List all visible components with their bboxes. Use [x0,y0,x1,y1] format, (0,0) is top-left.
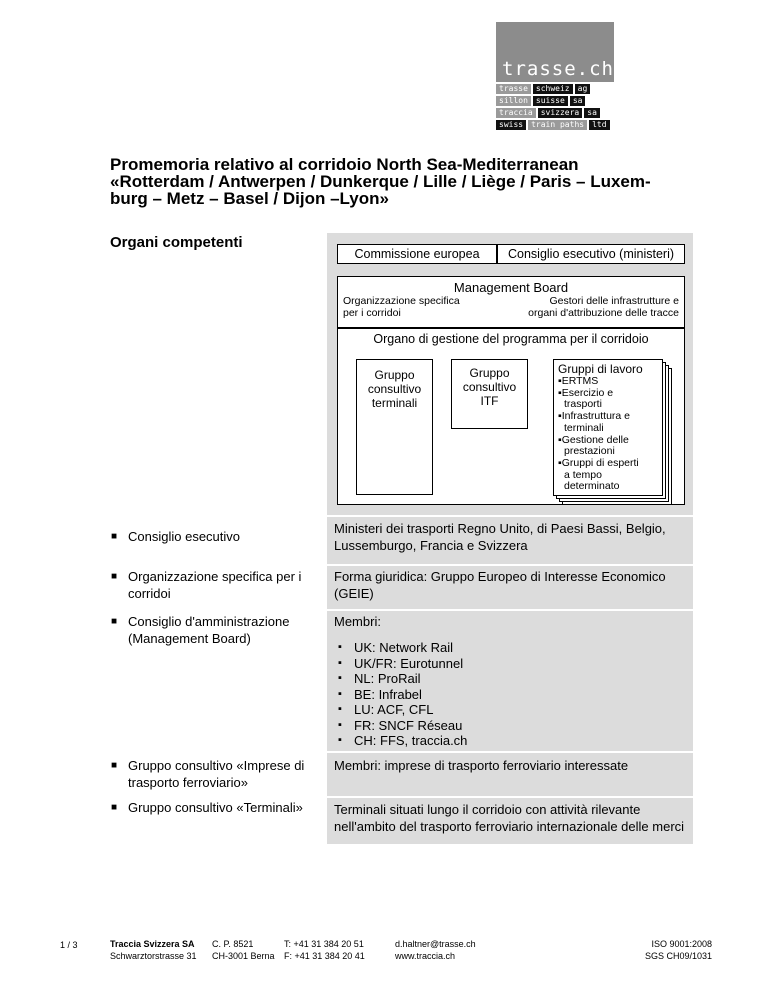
board-left-line: per i corridoi [343,307,401,319]
value-line: (GEIE) [334,586,374,601]
logo-row [496,96,614,106]
label-line: Gruppo consultivo «Terminali» [128,800,303,815]
bullet-icon: ■ [111,760,118,771]
label-line: Gruppo [374,368,415,382]
workgroup-item: ▪Gestione delle [558,433,629,446]
label-line: Gruppo [469,366,510,380]
list-item: ▪ FR: SNCF Réseau [338,718,467,734]
footer-postal [212,938,275,962]
footer-phone [284,938,365,962]
list-item: ▪ BE: Infrabel [338,687,467,703]
workgroup-item: a tempo [564,468,602,481]
logo-word: swiss [496,120,526,130]
table-row-value [334,801,684,835]
label-line: Consiglio esecutivo [128,529,241,544]
logo-word: sillon [496,96,531,106]
footer-iso: ISO 9001:2008 [651,939,712,949]
section-heading: Organi competenti [110,234,243,251]
logo-word: train paths [528,120,587,130]
workgroup-item: ▪Gruppi di esperti [558,456,639,469]
table-row-value [334,613,381,630]
footer-tel: T: +41 31 384 20 51 [284,939,364,949]
footer-street: Schwarztorstrasse 31 [110,951,197,961]
workgroups-box [553,359,663,496]
value-line: Lussemburgo, Francia e Svizzera [334,538,528,553]
logo-word: trasse [496,84,531,94]
itf-group-label [452,366,527,408]
board-right-line: organi d'attribuzione delle tracce [528,307,679,319]
org-diagram [327,233,693,515]
label-line: consultivo [462,380,517,394]
board-left-text [343,295,460,319]
label-line: trasporto ferroviario» [128,775,248,790]
footer-certification [645,938,712,962]
workgroup-item: determinato [564,480,620,493]
value-line: Membri: [334,614,381,629]
bullet-icon: ■ [111,571,118,582]
council-label: Consiglio esecutivo (ministeri) [507,247,675,261]
bullet-icon: ■ [111,802,118,813]
table-row-value [334,520,666,554]
logo-row [496,120,614,130]
workgroups-title: Gruppi di lavoro [558,362,643,376]
management-board-title: Management Board [453,280,569,295]
workgroup-item: terminali [564,421,604,434]
table-row-label [128,528,318,545]
list-item: ▪ LU: ACF, CFL [338,702,467,718]
table-row-value [334,757,628,774]
table-row-label [128,568,318,602]
value-line: nell'ambito del trasporto ferroviario internazionale delle merci [334,819,685,834]
value-line: Forma giuridica: Gruppo Europeo di Interesse Economico [334,569,666,584]
table-row-label [128,613,318,647]
workgroup-item: trasporti [564,398,602,411]
footer-company-name: Traccia Svizzera SA [110,939,195,949]
label-line: (Management Board) [128,631,251,646]
label-line: Gruppo consultivo «Imprese di [128,758,305,773]
logo-word: sa [584,108,600,118]
title-line: Promemoria relativo al corridoio North Sea-Mediterranean [110,155,579,174]
page-number: 1 / 3 [60,940,78,950]
logo-word: svizzera [538,108,583,118]
footer-city: CH-3001 Berna [212,951,275,961]
board-right-line: Gestori delle infrastrutture e [549,295,679,307]
logo-brand-text: trasse.ch [502,58,614,80]
logo-word: sa [570,96,586,106]
logo-word: schweiz [533,84,573,94]
title-line: burg – Metz – Basel / Dijon –Lyon» [110,189,389,208]
members-list [338,640,467,749]
value-line: Membri: imprese di trasporto ferroviario interessate [334,758,629,773]
document-title [110,156,700,207]
label-line: Consiglio d'amministrazione [128,614,290,629]
footer-contact [395,938,476,962]
logo-row [496,84,614,94]
footer-email[interactable]: d.haltner@trasse.ch [395,939,476,949]
table-row-label [128,757,318,791]
terminal-group-label [357,368,432,410]
trasse-logo [496,22,614,130]
program-management-box [337,328,685,505]
workgroup-item: ▪Infrastruttura e [558,410,631,423]
logo-word: traccia [496,108,536,118]
workgroup-item: prestazioni [564,445,615,458]
list-item: ▪ CH: FFS, traccia.ch [338,733,467,749]
bullet-icon: ■ [111,531,118,542]
board-right-text [528,295,679,319]
itf-group-box [451,359,528,429]
management-board-box [337,276,685,328]
list-item: ▪ UK: Network Rail [338,640,467,656]
commission-label: Commissione europea [354,247,480,261]
value-line: Terminali situati lungo il corridoio con attività rilevante [334,802,641,817]
program-label: Organo di gestione del programma per il corridoio [373,332,649,346]
workgroup-item: ▪Esercizio e [558,386,614,399]
bullet-icon: ■ [111,616,118,627]
value-line: Ministeri dei trasporti Regno Unito, di Paesi Bassi, Belgio, [334,521,666,536]
label-line: consultivo [367,382,422,396]
footer-website[interactable]: www.traccia.ch [395,951,456,961]
board-left-line: Organizzazione specifica [343,295,460,307]
title-line: «Rotterdam / Antwerpen / Dunkerque / Lille / Liège / Paris – Luxem- [110,172,651,191]
workgroup-item: ▪ERTMS [558,375,599,387]
footer-sgs: SGS CH09/1031 [644,951,712,961]
table-row-label [128,799,318,816]
logo-word: suisse [533,96,568,106]
logo-row [496,108,614,118]
table-row-value [334,568,666,602]
workgroups-list [558,376,639,493]
label-line: ITF [480,394,499,408]
footer-company [110,938,197,962]
council-box [497,244,685,264]
footer-po-box: C. P. 8521 [212,939,254,949]
logo-word: ag [575,84,591,94]
logo-word: ltd [589,120,609,130]
commission-box [337,244,497,264]
label-line: Organizzazione specifica per i [128,569,302,584]
terminal-group-box [356,359,433,495]
label-line: corridoi [128,586,171,601]
footer-fax: F: +41 31 384 20 41 [284,951,365,961]
label-line: terminali [371,396,418,410]
list-item: ▪ UK/FR: Eurotunnel [338,656,467,672]
list-item: ▪ NL: ProRail [338,671,467,687]
logo-brand-block [496,22,614,82]
